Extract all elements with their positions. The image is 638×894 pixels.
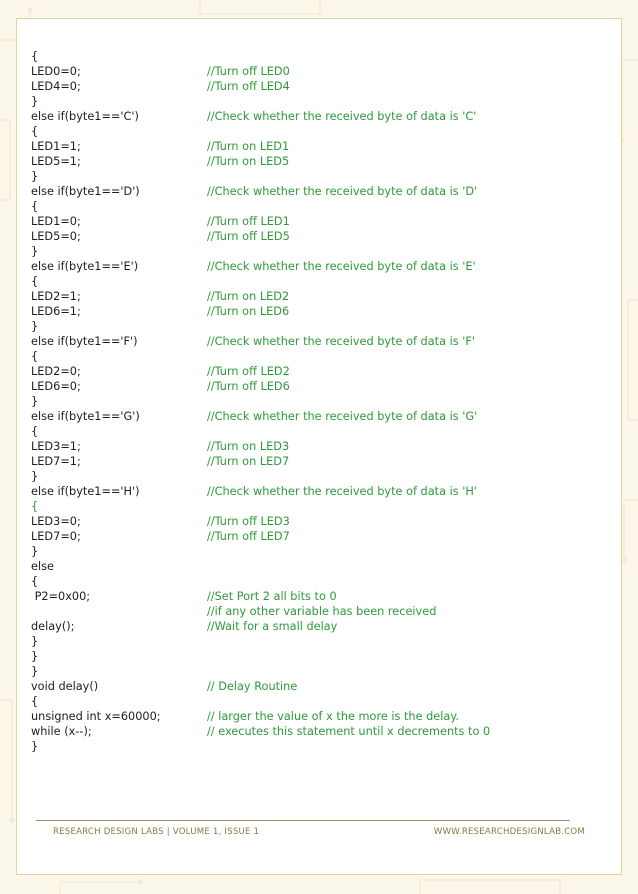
code-statement: } [31, 170, 39, 183]
code-statement: { [31, 275, 39, 288]
code-comment: //Turn off LED4 [207, 80, 290, 93]
code-line [31, 394, 591, 409]
code-statement: LED1=0; [31, 215, 81, 228]
code-statement: LED5=1; [31, 155, 81, 168]
code-line [31, 214, 591, 229]
code-statement: LED0=0; [31, 65, 81, 78]
code-comment: //Turn on LED6 [207, 305, 290, 318]
footer-divider [36, 820, 570, 821]
code-statement: LED7=1; [31, 455, 81, 468]
code-comment: // larger the value of x the more is the delay. [207, 710, 459, 723]
code-comment: //Turn off LED3 [207, 515, 290, 528]
code-comment: //Turn on LED7 [207, 455, 290, 468]
code-line [31, 499, 591, 514]
code-statement: } [31, 665, 39, 678]
code-statement: LED2=1; [31, 290, 81, 303]
code-statement: } [31, 320, 39, 333]
code-line [31, 274, 591, 289]
code-statement: LED2=0; [31, 365, 81, 378]
code-listing [31, 49, 591, 754]
code-line [31, 349, 591, 364]
code-line [31, 529, 591, 544]
code-line [31, 334, 591, 349]
code-statement: void delay() [31, 680, 99, 693]
code-line [31, 574, 591, 589]
code-line [31, 229, 591, 244]
code-statement: { [31, 50, 39, 63]
code-statement: else if(byte1=='H') [31, 485, 140, 498]
code-line [31, 379, 591, 394]
code-statement: { [31, 350, 39, 363]
code-comment: //Check whether the received byte of data is 'C' [207, 110, 477, 123]
code-statement: LED5=0; [31, 230, 81, 243]
code-comment: //Turn on LED3 [207, 440, 290, 453]
code-line [31, 439, 591, 454]
code-comment: //Turn off LED1 [207, 215, 290, 228]
code-statement: unsigned int x=60000; [31, 710, 161, 723]
code-statement: } [31, 740, 39, 753]
code-statement: else [31, 560, 54, 573]
code-comment: //Check whether the received byte of data is 'E' [207, 260, 476, 273]
code-statement: LED7=0; [31, 530, 81, 543]
code-line [31, 694, 591, 709]
code-statement: } [31, 245, 39, 258]
code-comment: //Turn on LED2 [207, 290, 290, 303]
code-line [31, 154, 591, 169]
code-line [31, 244, 591, 259]
code-line [31, 679, 591, 694]
code-comment: // Delay Routine [207, 680, 298, 693]
code-line [31, 304, 591, 319]
code-line [31, 64, 591, 79]
code-line [31, 109, 591, 124]
code-line [31, 169, 591, 184]
code-line [31, 454, 591, 469]
code-comment: //if any other variable has been received [207, 605, 437, 618]
code-statement: while (x--); [31, 725, 92, 738]
code-statement: delay(); [31, 620, 75, 633]
code-line [31, 94, 591, 109]
code-line [31, 199, 591, 214]
code-statement: } [31, 650, 39, 663]
code-statement: else if(byte1=='F') [31, 335, 138, 348]
code-statement: { [31, 125, 39, 138]
code-statement: { [31, 695, 39, 708]
footer-website: WWW.RESEARCHDESIGNLAB.COM [433, 827, 585, 837]
code-line [31, 184, 591, 199]
code-statement: P2=0x00; [31, 590, 91, 603]
code-statement: } [31, 395, 39, 408]
code-line [31, 724, 591, 739]
code-comment: //Check whether the received byte of data is 'D' [207, 185, 478, 198]
code-comment: //Check whether the received byte of data is 'G' [207, 410, 478, 423]
code-line [31, 469, 591, 484]
code-comment: //Turn off LED7 [207, 530, 290, 543]
code-line [31, 664, 591, 679]
footer-publication-info: RESEARCH DESIGN LABS | VOLUME 1, ISSUE 1 [53, 827, 260, 837]
code-line [31, 79, 591, 94]
code-line [31, 259, 591, 274]
code-statement: else if(byte1=='C') [31, 110, 139, 123]
code-line [31, 49, 591, 64]
code-line [31, 364, 591, 379]
code-statement: LED3=1; [31, 440, 81, 453]
code-line [31, 424, 591, 439]
code-statement: { [31, 200, 39, 213]
code-line [31, 619, 591, 634]
code-statement: else if(byte1=='E') [31, 260, 139, 273]
code-line [31, 589, 591, 604]
code-comment: //Check whether the received byte of data is 'H' [207, 485, 477, 498]
code-comment: //Turn on LED5 [207, 155, 290, 168]
code-statement: } [31, 545, 39, 558]
code-comment: // executes this statement until x decrements to 0 [207, 725, 491, 738]
code-line [31, 559, 591, 574]
code-comment: //Wait for a small delay [207, 620, 338, 633]
code-statement: } [31, 95, 39, 108]
code-statement: LED3=0; [31, 515, 81, 528]
code-comment: //Check whether the received byte of data is 'F' [207, 335, 475, 348]
code-line [31, 124, 591, 139]
code-statement: } [31, 470, 39, 483]
code-statement: { [31, 575, 39, 588]
code-comment: //Turn off LED2 [207, 365, 290, 378]
code-line [31, 409, 591, 424]
code-comment: //Turn off LED6 [207, 380, 290, 393]
code-statement: } [31, 635, 39, 648]
code-line [31, 634, 591, 649]
code-line [31, 139, 591, 154]
code-comment: //Turn on LED1 [207, 140, 290, 153]
code-statement: else if(byte1=='D') [31, 185, 140, 198]
code-line [31, 739, 591, 754]
code-line [31, 319, 591, 334]
code-statement: LED6=1; [31, 305, 81, 318]
code-line [31, 604, 591, 619]
code-statement: else if(byte1=='G') [31, 410, 140, 423]
code-line [31, 544, 591, 559]
code-line [31, 289, 591, 304]
code-comment: //Turn off LED0 [207, 65, 290, 78]
code-statement: LED6=0; [31, 380, 81, 393]
code-comment: //Set Port 2 all bits to 0 [207, 590, 337, 603]
code-line [31, 649, 591, 664]
code-line [31, 484, 591, 499]
code-statement: { [31, 425, 39, 438]
code-line [31, 709, 591, 724]
code-statement: LED1=1; [31, 140, 81, 153]
code-line [31, 514, 591, 529]
code-statement: { [31, 500, 39, 513]
code-comment: //Turn off LED5 [207, 230, 290, 243]
code-statement: LED4=0; [31, 80, 81, 93]
